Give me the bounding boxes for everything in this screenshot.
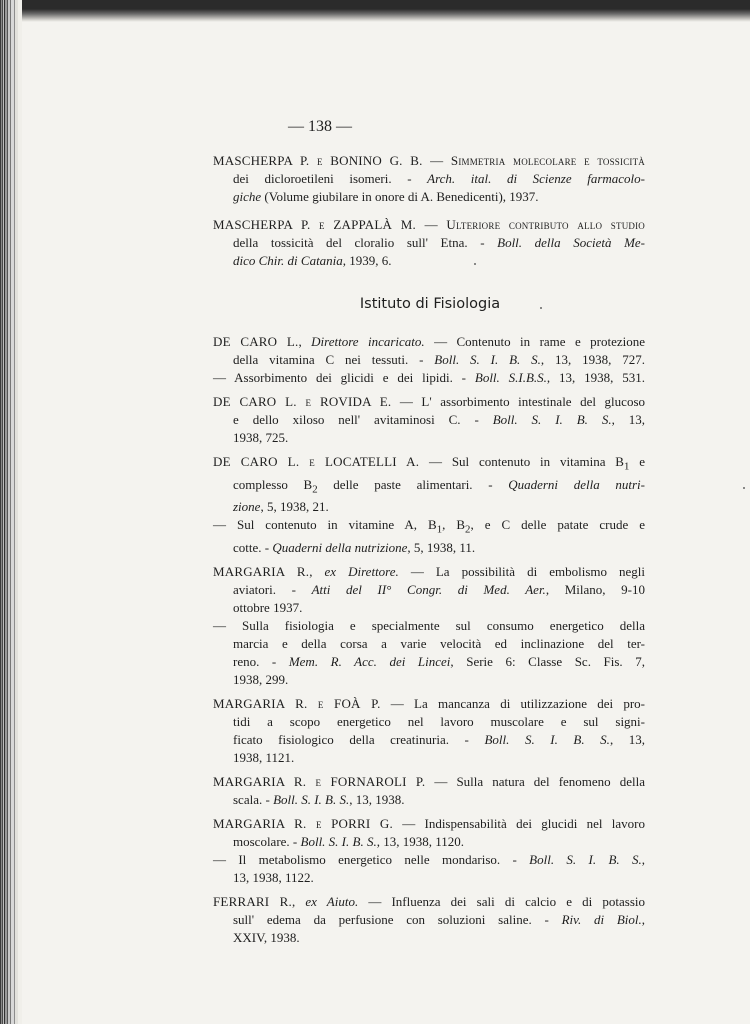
entry-line xyxy=(213,234,645,252)
entry-text: e xyxy=(629,454,645,469)
entry-text: complesso B xyxy=(233,476,313,492)
entry-text: della tossicità del cloralio sull' Etna. - xyxy=(233,235,498,250)
author: MARGARIA R. e FORNAROLI P. xyxy=(213,773,426,789)
entry-line xyxy=(213,833,645,851)
entry-text: (Volume giubilare in onore di A. Benedicenti), 1937. xyxy=(261,189,539,204)
author: MARGARIA R. e FOÀ P. xyxy=(213,695,381,711)
entry-line: 1938, 1121. xyxy=(233,749,295,765)
journal-title: Boll. S. I. B. S. xyxy=(273,791,350,807)
entry-line: tidi a scopo energetico nel lavoro muscolare e sul signi- xyxy=(233,713,645,729)
entry-line: MASCHERPA P. e ZAPPALÀ M. — Ulteriore contributo allo studio xyxy=(213,217,645,232)
journal-title: Riv. di Biol. xyxy=(561,911,642,927)
author: MARGARIA R. xyxy=(213,563,310,579)
entry-line xyxy=(213,791,645,809)
entry-text: — Sulla natura del fenomeno della xyxy=(425,773,645,789)
journal-title: Boll. della Società Me- xyxy=(497,235,645,250)
journal-title: dico Chir. di Catania xyxy=(233,253,343,268)
entry-text: cotte. - xyxy=(233,539,273,555)
entry-ferrari xyxy=(213,893,645,947)
entry-text: dei dicloroetileni isomeri. - xyxy=(233,171,428,186)
entry-text: , B xyxy=(442,517,466,533)
entry-line xyxy=(213,393,645,411)
scan-speck xyxy=(474,263,476,265)
entry-text: — La mancanza di utilizzazione dei pro- xyxy=(380,695,646,711)
entry-text: , 1939, 6. xyxy=(342,253,392,268)
author: DE CARO L. e ROVIDA E. xyxy=(213,394,392,409)
entry-line xyxy=(213,731,645,749)
journal-title: zione xyxy=(233,499,261,515)
entry-text: sull' edema da perfusione con soluzioni saline. - xyxy=(233,911,562,927)
entry-text: — La possibilità di embolismo negli xyxy=(398,563,646,579)
journal-title: Atti del II° Congr. di Med. Aer. xyxy=(311,581,546,597)
entry-line xyxy=(213,581,645,599)
entry-text: reno. - xyxy=(233,653,289,669)
entry-text: moscolare. - xyxy=(233,833,301,849)
scan-speck xyxy=(743,487,745,489)
entry-line: marcia e della corsa a varie velocità ed inclinazione del ter- xyxy=(233,635,645,651)
journal-title: giche xyxy=(233,189,262,204)
entry-line xyxy=(213,516,645,539)
section-heading: Istituto di Fisiologia xyxy=(359,296,501,312)
entry-text: , 5, 1938, 11. xyxy=(407,539,476,555)
entry-mascherpa-bonino xyxy=(213,152,645,206)
entry-line: ottobre 1937. xyxy=(233,599,303,615)
entry-line xyxy=(213,773,645,791)
entry-line: FERRARI R., ex Aiuto. — Influenza dei sali di calcio e di potassio xyxy=(213,893,646,909)
entry-line xyxy=(213,351,645,369)
entry-line xyxy=(213,252,645,270)
entry-mascherpa-zappala xyxy=(213,216,645,270)
author: FERRARI R. xyxy=(213,893,292,909)
scan-speck xyxy=(540,307,542,309)
entry-text: , 13, 1938, 1120. xyxy=(376,833,464,849)
bibliography-list xyxy=(213,333,645,947)
subscript: 1 xyxy=(436,523,443,536)
entry-text: ficato fisiologico della creatinuria. - xyxy=(233,731,485,747)
entry-margaria-fornaroli xyxy=(213,773,645,809)
entry-text: , 13, 1938, 531. xyxy=(546,370,645,385)
entry-line: 1938, 725. xyxy=(233,430,289,445)
role: ex Aiuto. xyxy=(305,893,359,909)
entry-margaria xyxy=(213,563,645,689)
entry-line xyxy=(213,369,645,387)
entry-text: — L' assorbimento intestinale del glucoso xyxy=(391,394,646,409)
entry-line xyxy=(213,653,645,671)
entry-line: MASCHERPA P. e BONINO G. B. — Simmetria molecolare e tossicità xyxy=(213,153,645,168)
entry-text: — Sul contenuto in vitamine A, B xyxy=(213,517,437,533)
entry-line xyxy=(213,476,645,499)
journal-title: Boll. S. I. B. S. xyxy=(434,352,541,367)
entry-text: della vitamina C nei tessuti. - xyxy=(233,352,435,367)
entry-de-caro-rovida xyxy=(213,393,645,447)
entry-margaria-foa xyxy=(213,695,645,767)
subscript: 1 xyxy=(623,460,630,473)
entry-text: , xyxy=(641,911,645,927)
entry-text: , 13, xyxy=(611,412,645,427)
scan-top-edge xyxy=(0,0,750,22)
journal-title: Boll. S. I. B. S. xyxy=(529,851,642,867)
entry-line xyxy=(213,851,645,869)
entry-text: , 5, 1938, 21. xyxy=(260,499,329,515)
entry-margaria-porri xyxy=(213,815,645,887)
journal-title: Quaderni della nutri- xyxy=(508,476,645,492)
journal-title: Boll. S.I.B.S. xyxy=(474,370,547,385)
entry-text: , Milano, 9-10 xyxy=(545,581,645,597)
entry-text: aviatori. - xyxy=(233,581,312,597)
entry-line xyxy=(213,539,645,557)
entry-text: — Contenuto in rame e protezione xyxy=(424,334,646,349)
entry-text: , 13, xyxy=(609,731,646,747)
entry-text: , Serie 6: Classe Sc. Fis. 7, xyxy=(450,653,645,669)
entry-de-caro xyxy=(213,333,645,387)
entry-de-caro-locatelli xyxy=(213,453,645,557)
entry-line: — Sulla fisiologia e specialmente sul consumo energetico della xyxy=(213,617,645,633)
page-number: — 138 — xyxy=(288,118,352,135)
journal-title: Boll. S. I. B. S. xyxy=(492,412,612,427)
journal-title: Quaderni della nutrizione xyxy=(272,539,408,555)
author: MARGARIA R. e PORRI G. xyxy=(213,815,393,831)
entry-line: DE CARO L., Direttore incaricato. — Contenuto in rame e protezione xyxy=(213,334,646,349)
subscript: 2 xyxy=(312,483,318,496)
entry-line: XXIV, 1938. xyxy=(233,929,300,945)
entry-line xyxy=(213,170,645,188)
subscript: 2 xyxy=(465,523,471,536)
entry-line xyxy=(213,411,645,429)
entry-text: , xyxy=(641,851,645,867)
role: Direttore incaricato. xyxy=(311,334,425,349)
entry-text: delle paste alimentari. - xyxy=(317,476,509,492)
entry-text: , 13, 1938. xyxy=(349,791,405,807)
entry-text: e dello xiloso nell' avitaminosi C. - xyxy=(233,412,493,427)
journal-title: Arch. ital. di Scienze farmacolo- xyxy=(427,171,645,186)
entry-line: MARGARIA R., ex Direttore. — La possibilità di embolismo negli xyxy=(213,563,646,579)
entry-text: — Influenza dei sali di calcio e di potassio xyxy=(358,893,646,909)
entry-line xyxy=(213,453,645,476)
journal-title: Mem. R. Acc. dei Lincei xyxy=(288,653,451,669)
entry-line: 13, 1938, 1122. xyxy=(233,869,314,885)
journal-title: Boll. S. I. B. S. xyxy=(484,731,610,747)
role: ex Direttore. xyxy=(324,563,399,579)
entry-text: — Il metabolismo energetico nelle mondariso. - xyxy=(213,851,530,867)
entry-text: — Indispensabilità dei glucidi nel lavoro xyxy=(392,815,646,831)
entry-line xyxy=(213,815,645,833)
entry-line xyxy=(213,188,645,206)
entry-line xyxy=(213,695,645,713)
scan-binding-edge xyxy=(0,0,22,1024)
entry-text: , e C delle patate crude e xyxy=(470,517,645,533)
journal-title: Boll. S. I. B. S. xyxy=(300,833,377,849)
author: DE CARO L. xyxy=(213,334,299,349)
entry-line xyxy=(213,911,645,929)
entry-line: 1938, 299. xyxy=(233,671,289,687)
entry-text: scala. - xyxy=(233,791,274,807)
top-entries xyxy=(213,152,645,270)
entry-text: — Assorbimento dei glicidi e dei lipidi. - xyxy=(213,370,475,385)
entry-text: — Sul contenuto in vitamina B xyxy=(419,454,624,469)
author: DE CARO L. e LOCATELLI A. xyxy=(213,454,420,469)
entry-line xyxy=(213,498,645,516)
entry-text: , 13, 1938, 727. xyxy=(540,352,646,367)
